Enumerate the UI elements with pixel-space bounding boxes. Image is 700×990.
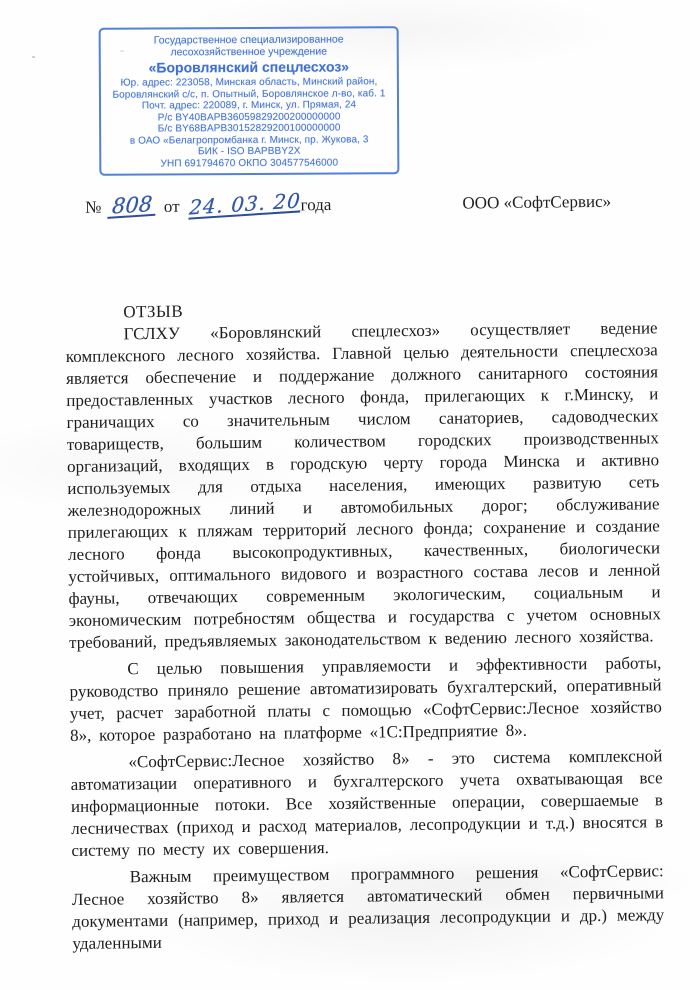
body-paragraph-2: С целью повышения управляемости и эффективности работы, руководство приняло решение автоматизировать бухгалтерский, оперативный учет, расчет заработной платы с помощью «СофтСервис:Лесное хозяйство 8», которое разработано на платформе «1С:Предприятие 8». xyxy=(69,653,662,745)
document-title: ОТЗЫВ xyxy=(123,301,184,322)
stamp-bic-code: БИК - ISO BAPBBY2X xyxy=(197,145,301,158)
doc-date-label: от xyxy=(163,196,180,216)
organization-stamp xyxy=(99,26,400,176)
stamp-postal-address: Почт. адрес: 220089, г. Минск, ул. Прямая, 24 xyxy=(141,99,357,112)
body-paragraph-4: Важным преимуществом программного решения «СофтСервис: Лесное хозяйство 8» является автоматический обмен первичными документами (например, приход и реализация лесопродукции и др.) между удаленными xyxy=(71,861,665,953)
stamp-account-number: Р/с BY40BAPB36059829200200000000 xyxy=(157,111,341,123)
doc-number-handwritten: 808 xyxy=(108,194,158,219)
body-paragraph-1: ГСЛХУ «Боровлянский спецлесхоз» осуществляет ведение комплексного лесного хозяйства. Главной целью деятельности спецлесхоза является обеспечение и поддержание должного санитарного состояния предоставленных участков лесного фонда, прилегающих к г.Минску, и граничащих со значительным числом санаториев, садоводческих товариществ, большим количеством городских производственных организаций, входящих в городскую черту города Минска и активно используемых для отдыха населения, имеющих развитую сеть железнодорожных линий и автомобильных дорог; обслуживание прилегающих к пляжам территорий лесного фонда; сохранение и создание лесного фонда высокопродуктивных, качественных, биологически устойчивых, оптимального видового и возрастного состава лесов и ленной фауны, отвечающих современным экологическим, социальным и экономическим потребностям общества и государства с учетом основных требований, предъявляемых законодательством к ведению лесного хозяйства. xyxy=(65,318,661,652)
doc-number-group xyxy=(85,188,332,220)
stamp-org-type-line: лесохозяйственное учреждение xyxy=(170,45,328,59)
stamp-legal-address: Боровлянский с/с, п. Опытный, Боровлянское л-во, каб. 1 xyxy=(112,87,386,101)
stamp-unp-okpo: УНП 691794670 ОКПО 304577546000 xyxy=(160,157,339,169)
letter-body xyxy=(65,317,664,955)
scan-speck xyxy=(32,56,35,58)
stamp-legal-address: Юр. адрес: 223058, Минская область, Минский район, xyxy=(120,76,378,89)
stamp-org-name: «Боровлянский спецлесхоз» xyxy=(148,58,350,76)
recipient-name: ООО «СофтСервис» xyxy=(462,191,612,213)
letter-content xyxy=(64,189,665,960)
stamp-org-type-line: Государственное специализированное xyxy=(153,33,344,47)
stamp-bank-info: в ОАО «Белагропромбанка г. Минск, пр. Жукова, 3 xyxy=(129,133,369,147)
stamp-account-number: Б/с BY68BAPB30152829200100000000 xyxy=(157,122,341,135)
doc-date-handwritten: 24. 03. 20 xyxy=(188,188,302,220)
doc-year-label: года xyxy=(300,194,332,215)
doc-number-label: № xyxy=(85,197,102,217)
body-paragraph-3: «СофтСервис:Лесное хозяйство 8» - это система комплексной автоматизации оперативного и бухгалтерского учета охватывающая все информационные потоки. Все хозяйственные операции, совершаемые в лесничествах (приход и расход материалов, лесопродукции и т.д.) вносятся в систему по месту их совершения. xyxy=(70,746,664,860)
reference-line xyxy=(64,189,656,222)
